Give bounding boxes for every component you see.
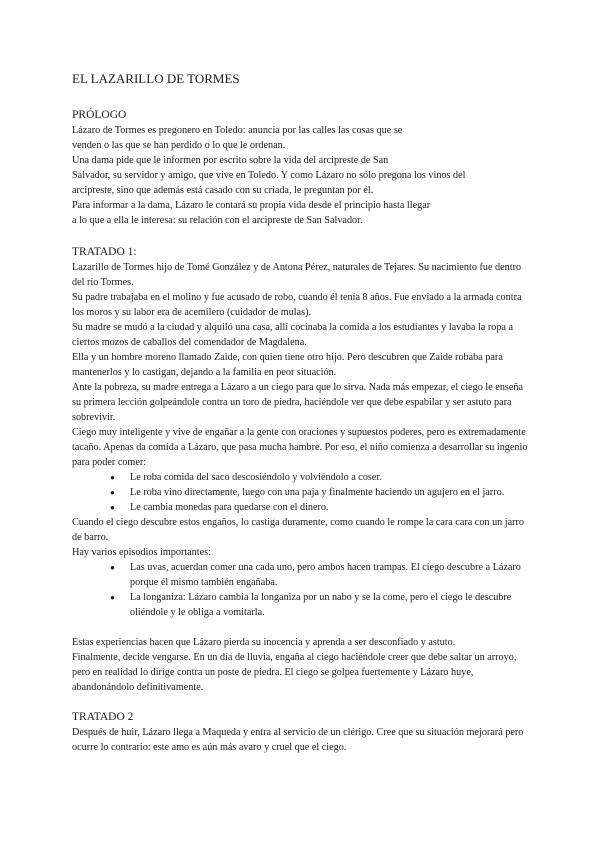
spacer xyxy=(72,620,534,635)
tratado1-paragraph: Su madre se mudó a la ciudad y alquiló una casa, allí cocinaba la comida a los estudiantes y lavaba la ropa a ciertos mozos de caballos del comendador de Magdalena. xyxy=(72,322,514,348)
tratado1-bullet-list xyxy=(72,470,534,515)
tratado1-paragraph: Cuando el ciego descubre estos engaños, lo castiga duramente, como cuando le rompe la cara cara con un jarro de barro. xyxy=(72,517,525,543)
list-item: ● La longaniza: Lázaro cambia la longaniza por un nabo y se la come, pero el ciego le descubre oliéndole y le obliga a vomitarla. xyxy=(110,590,534,620)
spacer xyxy=(72,228,534,245)
prologo-line: Lázaro de Tormes es pregonero en Toledo: anuncia por las calles las cosas que se xyxy=(72,125,403,136)
document-page xyxy=(72,70,534,755)
document-title: EL LAZARILLO DE TORMES xyxy=(72,71,240,86)
prologo-line: Para informar a la dama, Lázaro le contará su propia vida desde el principio hasta llegar xyxy=(72,200,431,211)
tratado1-episodes-list xyxy=(72,560,534,620)
tratado1-paragraph: Finalmente, decide vengarse. En un día de lluvia, engaña al ciego haciéndole creer que debe saltar un arroyo, pero en realidad lo dirige contra un poste de piedra. El ciego se golpea fuertemente y Lázaro huye, abandonándolo definitivamente. xyxy=(72,652,517,693)
prologo-line: arcipreste, sino que además está casado con su criada, le preguntan por él. xyxy=(72,185,374,196)
tratado1-paragraph: Ante la pobreza, su madre entrega a Lázaro a un ciego para que lo sirva. Nada más empezar, el ciego le enseña su primera lección golpeándole contra un toro de piedra, haciéndole ver que debe espabilar y ser astuto para sobrevivir. xyxy=(72,382,524,423)
tratado1-paragraph: Ella y un hombre moreno llamado Zaide, con quien tiene otro hijo. Pero descubren que Zaide robaba para mantenerlos y lo castigan, dejando a la familia en peor situación. xyxy=(72,352,503,378)
prologo-line: Una dama pide que le informen por escrito sobre la vida del arcipreste de San xyxy=(72,155,389,166)
prologo-body xyxy=(72,123,534,228)
tratado1-paragraph: Lazarillo de Tormes hijo de Tomé González y de Antona Pérez, naturales de Tejares. Su nacimiento fue dentro del río Tormes. xyxy=(72,262,522,288)
tratado1-paragraph: Ciego muy inteligente y vive de engañar a la gente con oraciones y supuestos poderes, pero es extremadamente tacaño. Apenas da comida a Lázaro, que pasa mucha hambre. Por eso, el niño comienza a desarrollar su ingenio para poder comer: xyxy=(72,427,528,468)
tratado1-paragraph: Su padre trabajaba en el molino y fue acusado de robo, cuando él tenía 8 años. Fue enviado a la armada contra los moros y su labor era de acemilero (cuidador de mulas). xyxy=(72,292,522,318)
tratado1-paragraph: Hay varios episodios importantes: xyxy=(72,547,211,558)
prologo-line: a lo que a ella le interesa: su relación con el arcipreste de San Salvador. xyxy=(72,215,363,226)
list-item: ● Le cambia monedas para quedarse con el dinero. xyxy=(110,500,534,515)
list-item: ● Las uvas, acuerdan comer una cada uno, pero ambos hacen trampas. El ciego descubre a Lázaro porque él mismo también engañaba. xyxy=(110,560,534,590)
tratado2-paragraph: Después de huir, Lázaro llega a Maqueda y entra al servicio de un clérigo. Cree que su situación mejorará pero ocurre lo contrario: este amo es aún más avaro y cruel que el ciego. xyxy=(72,727,524,753)
prologo-line: venden o las que se han perdido o lo que le ordenan. xyxy=(72,140,286,151)
list-item: ● Le roba comida del saco descosiéndolo y volviéndolo a coser. xyxy=(110,470,534,485)
tratado1-paragraph: Estas experiencias hacen que Lázaro pierda su inocencia y aprenda a ser desconfiado y astuto. xyxy=(72,637,456,648)
prologo-line: Salvador, su servidor y amigo, que vive en Toledo. Y como Lázaro no sólo pregona los vinos del xyxy=(72,170,466,181)
list-item: ● Le roba vino directamente, luego con una paja y finalmente haciendo un agujero en el jarro. xyxy=(110,485,534,500)
prologo-heading: PRÓLOGO xyxy=(72,109,127,121)
spacer xyxy=(72,695,534,710)
tratado2-heading: TRATADO 2 xyxy=(72,711,134,723)
tratado1-heading: TRATADO 1: xyxy=(72,246,137,258)
